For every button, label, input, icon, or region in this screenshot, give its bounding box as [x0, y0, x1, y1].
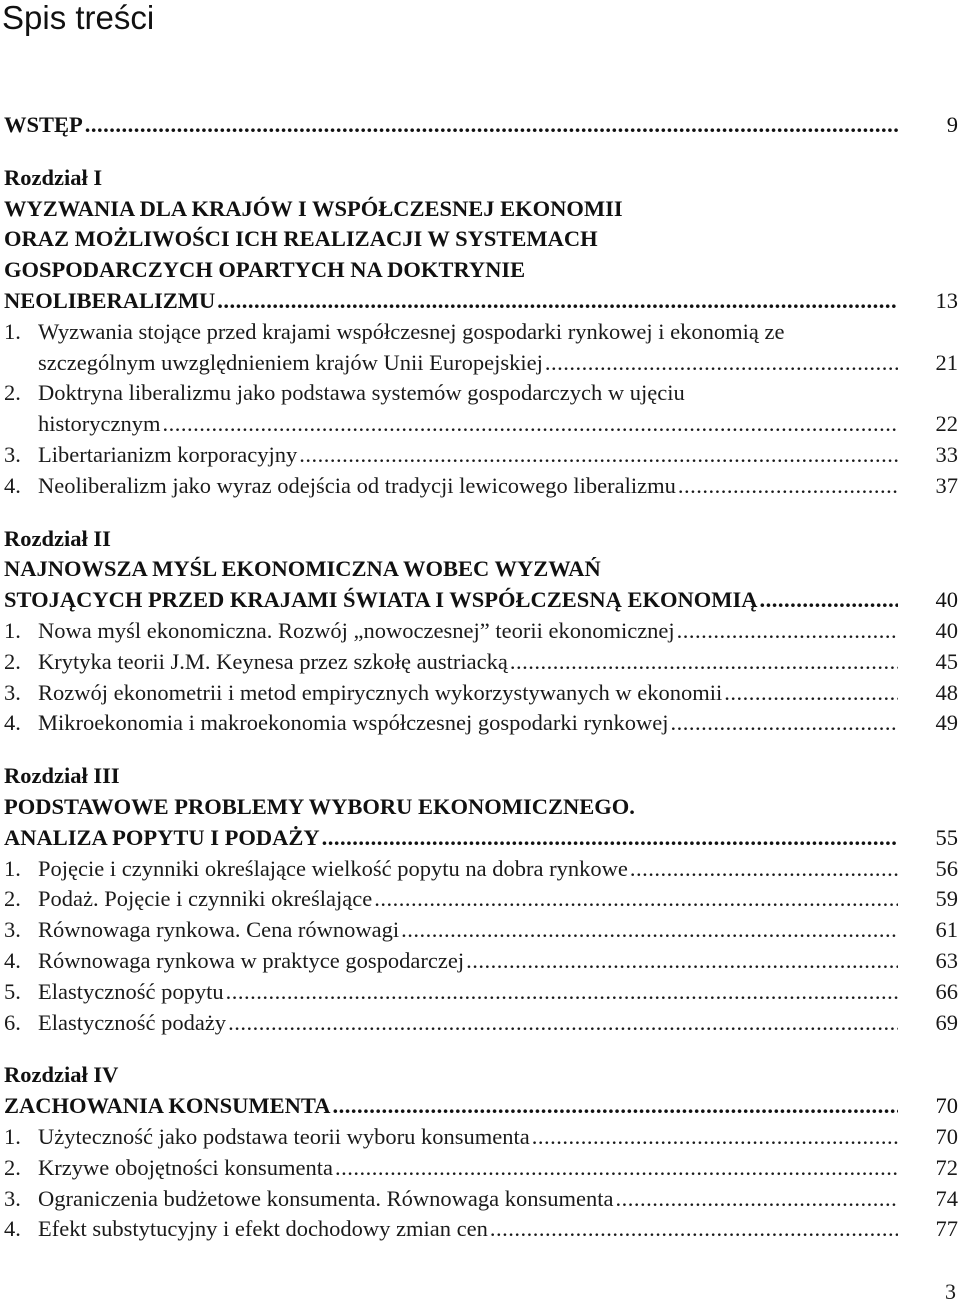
- entry-number: 1.: [4, 318, 21, 344]
- entry-page-number: 22: [935, 411, 958, 437]
- entry-number: 3.: [4, 1185, 21, 1211]
- toc-entry[interactable]: [4, 647, 960, 678]
- dot-leader: [322, 823, 898, 854]
- entry-page-number: 56: [935, 855, 958, 881]
- dot-leader: [162, 409, 898, 440]
- dot-leader: [510, 647, 898, 678]
- chapter-title-last-line: ANALIZA POPYTU I PODAŻY: [4, 824, 320, 850]
- entry-title: Krytyka teorii J.M. Keynesa przez szkołę austriacką: [38, 648, 508, 674]
- entry-page-number: 63: [935, 947, 958, 973]
- chapter-page-number: 55: [935, 824, 958, 850]
- entry-page-number: 66: [935, 978, 958, 1004]
- chapter-title-line: NAJNOWSZA MYŚL EKONOMICZNA WOBEC WYZWAŃ: [4, 556, 601, 582]
- dot-leader: [299, 440, 898, 471]
- toc-entry[interactable]: [4, 977, 960, 1008]
- entry-title: Równowaga rynkowa. Cena równowagi: [38, 917, 400, 943]
- entry-number: 2.: [4, 380, 21, 406]
- entry-page-number: 59: [935, 886, 958, 912]
- entry-title: Krzywe obojętności konsumenta: [38, 1154, 333, 1180]
- chapter-title-entry[interactable]: [4, 1091, 960, 1122]
- toc-entry[interactable]: [4, 378, 960, 440]
- entry-title: Podaż. Pojęcie i czynniki określające: [38, 886, 373, 912]
- toc-entry[interactable]: [4, 616, 960, 647]
- entry-title: Mikroekonomia i makroekonomia współczesnej gospodarki rynkowej: [38, 710, 669, 736]
- entry-page-number: 77: [935, 1216, 958, 1242]
- entry-number: 2.: [4, 886, 21, 912]
- dot-leader: [217, 286, 898, 317]
- toc-entry[interactable]: [4, 1214, 960, 1245]
- entry-number: 1.: [4, 855, 21, 881]
- chapters-list: [4, 141, 960, 1245]
- chapter-page-number: 13: [935, 287, 958, 313]
- entry-title: Pojęcie i czynniki określające wielkość popytu na dobra rynkowe: [38, 855, 628, 881]
- dot-leader: [615, 1184, 898, 1215]
- chapter-title-last-line: NEOLIBERALIZMU: [4, 287, 216, 313]
- chapter-gap: [4, 739, 960, 761]
- entry-number: 6.: [4, 1009, 21, 1035]
- toc-entry[interactable]: [4, 1008, 960, 1039]
- entry-page-number: 45: [935, 648, 958, 674]
- dot-leader: [333, 1091, 899, 1122]
- toc-entry[interactable]: [4, 678, 960, 709]
- chapter-label: Rozdział III: [4, 763, 120, 789]
- dot-leader: [401, 915, 898, 946]
- entry-number: 3.: [4, 917, 21, 943]
- chapter-title-entry[interactable]: [4, 823, 960, 854]
- dot-leader: [466, 946, 898, 977]
- entry-number: 4.: [4, 1216, 21, 1242]
- entry-title-last-line: historycznym: [38, 411, 161, 437]
- footer-page-number: 3: [945, 1279, 956, 1304]
- toc-entry[interactable]: [4, 317, 960, 379]
- dot-leader: [670, 708, 898, 739]
- toc-entry[interactable]: [4, 440, 960, 471]
- dot-leader: [335, 1153, 898, 1184]
- entry-page-number: 61: [935, 917, 958, 943]
- dot-leader: [724, 678, 898, 709]
- dot-leader: [677, 616, 898, 647]
- entry-title: Elastyczność popytu: [38, 978, 224, 1004]
- entry-title: Libertarianizm korporacyjny: [38, 441, 298, 467]
- chapter-section: [4, 1060, 960, 1245]
- entry-page-number: 21: [935, 349, 958, 375]
- chapter-title-line: GOSPODARCZYCH OPARTYCH NA DOKTRYNIE: [4, 257, 526, 283]
- dot-leader: [374, 884, 898, 915]
- chapter-gap: [4, 1038, 960, 1060]
- entry-title: Równowaga rynkowa w praktyce gospodarczej: [38, 947, 465, 973]
- entry-number: 4.: [4, 947, 21, 973]
- chapter-title-entry[interactable]: [4, 286, 960, 317]
- chapter-page-number: 40: [935, 587, 958, 613]
- dot-leader: [228, 1008, 898, 1039]
- toc-entry[interactable]: [4, 1153, 960, 1184]
- entry-title: Nowa myśl ekonomiczna. Rozwój „nowoczesnej” teorii ekonomicznej: [38, 617, 675, 643]
- entry-number: 2.: [4, 1154, 21, 1180]
- toc-entry[interactable]: [4, 884, 960, 915]
- entry-number: 1.: [4, 617, 21, 643]
- entry-title: Użyteczność jako podstawa teorii wyboru konsumenta: [38, 1123, 530, 1149]
- chapter-title-last-line: ZACHOWANIA KONSUMENTA: [4, 1093, 331, 1119]
- entry-number: 3.: [4, 679, 21, 705]
- toc-intro-page: 9: [946, 112, 958, 137]
- chapter-gap: [4, 141, 960, 163]
- entry-page-number: 49: [935, 710, 958, 736]
- entry-title: Rozwój ekonometrii i metod empirycznych wykorzystywanych w ekonomii: [38, 679, 723, 705]
- chapter-title-line: PODSTAWOWE PROBLEMY WYBORU EKONOMICZNEGO.: [4, 793, 635, 819]
- toc-entry[interactable]: [4, 915, 960, 946]
- entry-page-number: 69: [935, 1009, 958, 1035]
- entry-page-number: 37: [935, 472, 958, 498]
- entry-number: 3.: [4, 441, 21, 467]
- table-of-contents: [4, 110, 960, 1245]
- entry-number: 4.: [4, 472, 21, 498]
- chapter-title-line: ORAZ MOŻLIWOŚCI ICH REALIZACJI W SYSTEMACH: [4, 226, 598, 252]
- entry-title-line: Doktryna liberalizmu jako podstawa systemów gospodarczych w ujęciu: [38, 380, 685, 406]
- page-title: Spis treści: [2, 0, 155, 36]
- entry-page-number: 72: [935, 1154, 958, 1180]
- entry-page-number: 33: [935, 441, 958, 467]
- toc-intro[interactable]: [4, 110, 960, 141]
- entry-title: Neoliberalizm jako wyraz odejścia od tradycji lewicowego liberalizmu: [38, 472, 676, 498]
- chapter-title-line: WYZWANIA DLA KRAJÓW I WSPÓŁCZESNEJ EKONOMII: [4, 195, 623, 221]
- entry-title: Efekt substytucyjny i efekt dochodowy zmian cen: [38, 1216, 488, 1242]
- chapter-gap: [4, 502, 960, 524]
- chapter-section: [4, 761, 960, 1038]
- dot-leader: [678, 471, 898, 502]
- entry-page-number: 40: [935, 617, 958, 643]
- entry-title-last-line: szczególnym uwzględnieniem krajów Unii Europejskiej: [38, 349, 543, 375]
- dot-leader: [759, 585, 898, 616]
- toc-entry[interactable]: [4, 708, 960, 739]
- entry-title: Elastyczność podaży: [38, 1009, 227, 1035]
- entry-number: 2.: [4, 648, 21, 674]
- chapter-label: Rozdział II: [4, 525, 111, 551]
- entry-page-number: 74: [935, 1185, 958, 1211]
- chapter-section: [4, 524, 960, 740]
- chapter-page-number: 70: [935, 1093, 958, 1119]
- toc-entry[interactable]: [4, 1184, 960, 1215]
- dot-leader: [85, 110, 898, 141]
- toc-entry[interactable]: [4, 946, 960, 977]
- chapter-label: Rozdział IV: [4, 1062, 119, 1088]
- chapter-section: [4, 163, 960, 502]
- toc-entry[interactable]: [4, 1122, 960, 1153]
- toc-intro-title: WSTĘP: [4, 112, 83, 137]
- chapter-label: Rozdział I: [4, 164, 103, 190]
- chapter-title-last-line: STOJĄCYCH PRZED KRAJAMI ŚWIATA I WSPÓŁCZESNĄ EKONOMIĄ: [4, 587, 758, 613]
- entry-page-number: 48: [935, 679, 958, 705]
- entry-page-number: 70: [935, 1123, 958, 1149]
- entry-number: 4.: [4, 710, 21, 736]
- dot-leader: [532, 1122, 898, 1153]
- dot-leader: [226, 977, 898, 1008]
- dot-leader: [490, 1214, 898, 1245]
- dot-leader: [545, 348, 898, 379]
- chapter-title-entry[interactable]: [4, 585, 960, 616]
- toc-entry[interactable]: [4, 854, 960, 885]
- entry-number: 5.: [4, 978, 21, 1004]
- entry-title-line: Wyzwania stojące przed krajami współczesnej gospodarki rynkowej i ekonomią ze: [38, 318, 785, 344]
- dot-leader: [630, 854, 898, 885]
- toc-entry[interactable]: [4, 471, 960, 502]
- entry-title: Ograniczenia budżetowe konsumenta. Równowaga konsumenta: [38, 1185, 614, 1211]
- entry-number: 1.: [4, 1123, 21, 1149]
